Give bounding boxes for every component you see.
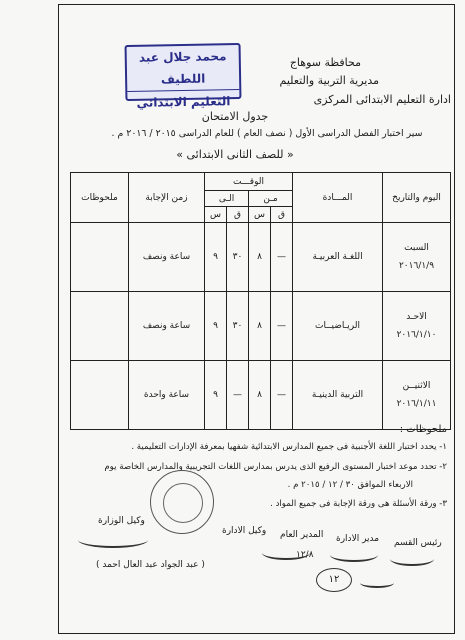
row-notes bbox=[71, 361, 129, 430]
row-duration: ساعة ونصف bbox=[129, 223, 205, 292]
eagle-seal-icon bbox=[150, 470, 214, 534]
header-from-s: س bbox=[249, 207, 271, 223]
header-subject: المـــادة bbox=[293, 173, 383, 223]
schedule-subtitle: سير اختبار الفصل الدراسى الأول ( نصف العام ) للعام الدراسى ٢٠١٥ / ٢٠١٦ م . bbox=[111, 128, 423, 139]
grade-title: « للصف الثانى الابتدائى » bbox=[176, 148, 294, 161]
official-stamp bbox=[125, 43, 242, 110]
row-date: ٢٠١٦/١/١١ bbox=[396, 399, 437, 409]
department-label: ادارة التعليم الابتدائى المركزى bbox=[313, 93, 451, 106]
circled-number: ١٢ bbox=[316, 568, 352, 592]
header-from: مـن bbox=[249, 191, 293, 207]
row-day-date bbox=[383, 223, 451, 292]
stamp-line-2: التعليم الابتدائي bbox=[136, 94, 231, 110]
header-to-s: س bbox=[205, 207, 227, 223]
row-from-s: ٨ bbox=[249, 361, 271, 430]
row-day: الاثنيــن bbox=[402, 381, 431, 391]
ministry-agent-title: وكيل الوزارة bbox=[98, 516, 145, 526]
row-duration: ساعة ونصف bbox=[129, 292, 205, 361]
agent-title: وكيل الادارة bbox=[222, 526, 267, 536]
note-3: ٣- ورقة الأسئلة هى ورقة الإجابة فى جميع المواد . bbox=[270, 499, 447, 509]
dept-manager-signature bbox=[330, 548, 378, 562]
table-row bbox=[71, 223, 451, 292]
table-row bbox=[71, 292, 451, 361]
row-subject: اللغـة العربيـة bbox=[293, 223, 383, 292]
directorate-label: مديرية التربية والتعليم bbox=[279, 74, 379, 87]
header-to: الـى bbox=[205, 191, 249, 207]
row-from-q: — bbox=[271, 223, 293, 292]
row-from-q: — bbox=[271, 292, 293, 361]
head-section-title: رئيس القسم bbox=[394, 538, 442, 548]
row-subject: التربية الدينيـة bbox=[293, 361, 383, 430]
header-from-q: ق bbox=[271, 207, 293, 223]
stamp-line-1: محمد جلال عبد اللطيف bbox=[127, 45, 240, 92]
row-notes bbox=[71, 223, 129, 292]
row-subject: الريـاضيــات bbox=[293, 292, 383, 361]
note-1: ١- يحدد اختبار اللغة الأجنبية فى جميع المدارس الابتدائية شفهيا بمعرفة الإدارات التعليمية . bbox=[131, 442, 447, 452]
schedule-title: جدول الامتحان bbox=[201, 110, 269, 123]
header-day-date: اليوم والتاريخ bbox=[383, 173, 451, 223]
header-time: الوقـــت bbox=[205, 173, 293, 191]
handwritten-mark bbox=[360, 578, 394, 588]
governorate-label: محافظة سوهاج bbox=[289, 56, 361, 69]
ministry-agent-signature bbox=[78, 532, 148, 548]
head-section-signature bbox=[390, 552, 434, 566]
row-to-q: — bbox=[227, 361, 249, 430]
notes-heading: ملحوظات : bbox=[399, 424, 447, 435]
exam-schedule-table bbox=[70, 172, 451, 430]
row-day: الاحـد bbox=[406, 312, 427, 322]
row-day-date bbox=[383, 292, 451, 361]
general-manager-title: المدير العام bbox=[280, 530, 324, 540]
header-to-q: ق bbox=[227, 207, 249, 223]
row-duration: ساعة واحدة bbox=[129, 361, 205, 430]
date-note: ١٢/٨ bbox=[296, 550, 314, 560]
row-to-s: ٩ bbox=[205, 223, 227, 292]
header-notes: ملحوظات bbox=[71, 173, 129, 223]
row-to-q: ٣٠ bbox=[227, 292, 249, 361]
note-2: ٢- تحدد موعد اختبار المستوى الرفيع الذى يدرس بمدارس اللغات التجريبية والمدارس الخاصة يوم bbox=[104, 462, 447, 472]
note-2-continued: الاربعاء الموافق ٣٠ / ١٢ / ٢٠١٥ م . bbox=[287, 480, 413, 490]
row-to-s: ٩ bbox=[205, 361, 227, 430]
row-date: ٢٠١٦/١/١٠ bbox=[396, 330, 437, 340]
row-from-s: ٨ bbox=[249, 292, 271, 361]
row-notes bbox=[71, 292, 129, 361]
row-from-s: ٨ bbox=[249, 223, 271, 292]
row-to-q: ٣٠ bbox=[227, 223, 249, 292]
row-from-q: — bbox=[271, 361, 293, 430]
row-date: ٢٠١٦/١/٩ bbox=[398, 261, 435, 271]
row-to-s: ٩ bbox=[205, 292, 227, 361]
row-day: السبت bbox=[404, 243, 429, 253]
ministry-agent-name: ( عبد الجواد عبد العال احمد ) bbox=[96, 560, 205, 570]
table-row bbox=[71, 361, 451, 430]
header-duration: زمن الإجابة bbox=[129, 173, 205, 223]
row-day-date bbox=[383, 361, 451, 430]
dept-manager-title: مدير الادارة bbox=[336, 534, 380, 544]
